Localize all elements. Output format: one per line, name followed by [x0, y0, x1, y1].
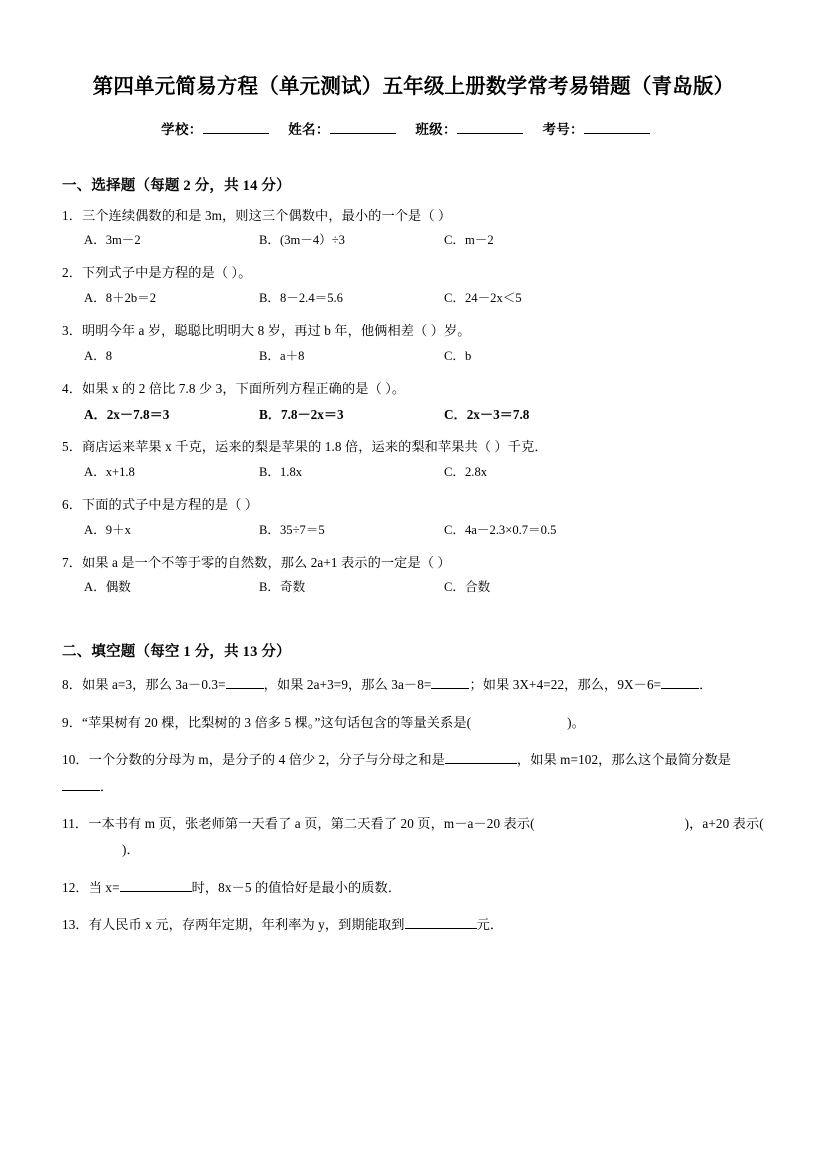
question-10-number: 10．	[62, 752, 89, 768]
info-field-exam-number: 考号：	[542, 122, 649, 137]
question-6-option-c[interactable]: C．4a－2.3×0.7＝0.5	[444, 522, 557, 537]
question-7-number: 7．	[62, 554, 82, 570]
question-3-text: 明明今年 a 岁，聪聪比明明大 8 岁，再过 b 年，他俩相差（ ）岁。	[81, 322, 471, 338]
question-6-text: 下面的式子中是方程的是（ ）	[81, 497, 259, 513]
question-10-blank-2[interactable]	[62, 777, 100, 791]
question-2-options	[62, 287, 765, 311]
question-7-option-c[interactable]: C．合数	[444, 580, 491, 595]
question-13-number: 13．	[62, 917, 89, 933]
question-7-text: 如果 a 是一个不等于零的自然数，那么 2a+1 表示的一定是（ ）	[81, 554, 451, 570]
question-1	[62, 203, 765, 229]
question-1-text: 三个连续偶数的和是 3m，则这三个偶数中，最小的一个是（ ）	[81, 207, 452, 223]
info-field-school: 学校：	[161, 122, 268, 137]
question-10-part-3: ．	[100, 778, 114, 794]
name-blank[interactable]	[330, 119, 396, 134]
question-5	[62, 434, 765, 460]
question-6	[62, 492, 765, 518]
question-4-text: 如果 x 的 2 倍比 7.8 少 3，下面所列方程正确的是（ ）。	[81, 380, 406, 396]
question-9	[62, 710, 765, 736]
question-4-options	[62, 402, 765, 427]
question-10-part-2: ，如果 m=102，那么这个最简分数是	[516, 752, 732, 768]
question-5-text: 商店运来苹果 x 千克，运来的梨是苹果的 1.8 倍，运来的梨和苹果共（ ）千克．	[81, 439, 548, 455]
question-9-part-2: )。	[567, 714, 585, 730]
question-4-number: 4．	[62, 380, 82, 396]
question-1-option-b[interactable]: B．(3m－4）÷3	[259, 233, 345, 248]
question-8	[62, 672, 765, 698]
page-title: 第四单元简易方程（单元测试）五年级上册数学常考易错题（青岛版）	[92, 76, 735, 98]
question-5-option-b[interactable]: B．1.8x	[259, 465, 303, 480]
question-7	[62, 550, 765, 576]
question-12-part-1: 当 x=	[88, 879, 120, 895]
section-heading-choice: 一、选择题（每题 2 分，共 14 分）	[62, 177, 291, 194]
question-2-option-c[interactable]: C．24－2x＜5	[444, 291, 522, 306]
question-4-option-b[interactable]: B．7.8－2x＝3	[259, 407, 344, 423]
question-2-text: 下列式子中是方程的是（ ）。	[81, 265, 252, 281]
question-10	[62, 747, 765, 800]
question-9-number: 9．	[62, 714, 82, 730]
exam-number-blank[interactable]	[584, 119, 650, 134]
question-8-number: 8．	[62, 677, 82, 693]
question-8-part-4: ．	[699, 677, 713, 693]
question-11-number: 11．	[62, 816, 89, 832]
class-blank[interactable]	[457, 119, 523, 134]
question-8-blank-2[interactable]	[431, 676, 469, 690]
question-3-option-c[interactable]: C．b	[444, 348, 472, 363]
question-3-number: 3．	[62, 322, 82, 338]
question-11-part-2: )，a+20 表示(	[684, 816, 764, 832]
question-3	[62, 318, 765, 344]
question-7-options	[62, 576, 765, 600]
question-5-option-c[interactable]: C．2.8x	[444, 465, 488, 480]
question-10-part-1: 一个分数的分母为 m，是分子的 4 倍少 2，分子与分母之和是	[88, 752, 445, 768]
school-blank[interactable]	[203, 119, 269, 134]
question-12-number: 12．	[62, 879, 89, 895]
question-11	[62, 811, 765, 864]
question-9-part-1: “苹果树有 20 棵，比梨树的 3 倍多 5 棵。”这句话包含的等量关系是(	[81, 714, 472, 730]
question-13-part-2: 元．	[476, 917, 504, 933]
question-5-option-a[interactable]: A．x+1.8	[84, 465, 135, 480]
question-2	[62, 260, 765, 286]
question-8-part-2: ，如果 2a+3=9，那么 3a－8=	[263, 677, 432, 693]
question-4-option-c[interactable]: C．2x－3＝7.8	[444, 407, 530, 423]
info-field-name: 姓名：	[288, 122, 395, 137]
question-4-option-a[interactable]: A．2x－7.8＝3	[84, 407, 170, 423]
question-12-part-2: 时，8x－5 的值恰好是最小的质数．	[191, 879, 402, 895]
question-11-part-3: )．	[122, 842, 140, 858]
question-6-number: 6．	[62, 497, 82, 513]
question-8-blank-1[interactable]	[226, 676, 264, 690]
question-13-part-1: 有人民币 x 元，存两年定期，年利率为 y，到期能取到	[88, 917, 405, 933]
question-8-part-1: 如果 a=3，那么 3a－0.3=	[81, 677, 226, 693]
question-6-options	[62, 519, 765, 543]
question-7-option-b[interactable]: B．奇数	[259, 580, 306, 595]
question-10-blank-1[interactable]	[445, 751, 517, 765]
question-7-option-a[interactable]: A．偶数	[84, 580, 131, 595]
question-1-option-a[interactable]: A．3m－2	[84, 233, 141, 248]
question-8-part-3: ；如果 3X+4=22，那么，9X－6=	[469, 677, 662, 693]
question-2-option-a[interactable]: A．8＋2b＝2	[84, 291, 157, 306]
student-info-line	[62, 118, 765, 138]
question-12-blank-1[interactable]	[120, 878, 192, 892]
question-4	[62, 376, 765, 402]
question-6-option-b[interactable]: B．35÷7＝5	[259, 522, 325, 537]
question-5-number: 5．	[62, 439, 82, 455]
question-6-option-a[interactable]: A．9＋x	[84, 522, 131, 537]
question-1-options	[62, 229, 765, 253]
question-2-number: 2．	[62, 265, 82, 281]
question-1-number: 1．	[62, 207, 82, 223]
question-8-blank-3[interactable]	[661, 676, 699, 690]
question-3-option-b[interactable]: B．a＋8	[259, 348, 305, 363]
question-11-part-1: 一本书有 m 页，张老师第一天看了 a 页，第二天看了 20 页，m－a－20 表示(	[88, 816, 535, 832]
question-1-option-c[interactable]: C．m－2	[444, 233, 494, 248]
question-5-options	[62, 461, 765, 485]
info-field-class: 班级：	[415, 122, 522, 137]
question-13	[62, 912, 765, 938]
question-3-option-a[interactable]: A．8	[84, 348, 112, 363]
question-3-options	[62, 345, 765, 369]
section-heading-fill: 二、填空题（每空 1 分，共 13 分）	[62, 644, 291, 661]
question-2-option-b[interactable]: B．8－2.4＝5.6	[259, 291, 343, 306]
question-12	[62, 875, 765, 901]
question-13-blank-1[interactable]	[405, 916, 477, 930]
question-9-blank-1[interactable]	[471, 714, 567, 727]
